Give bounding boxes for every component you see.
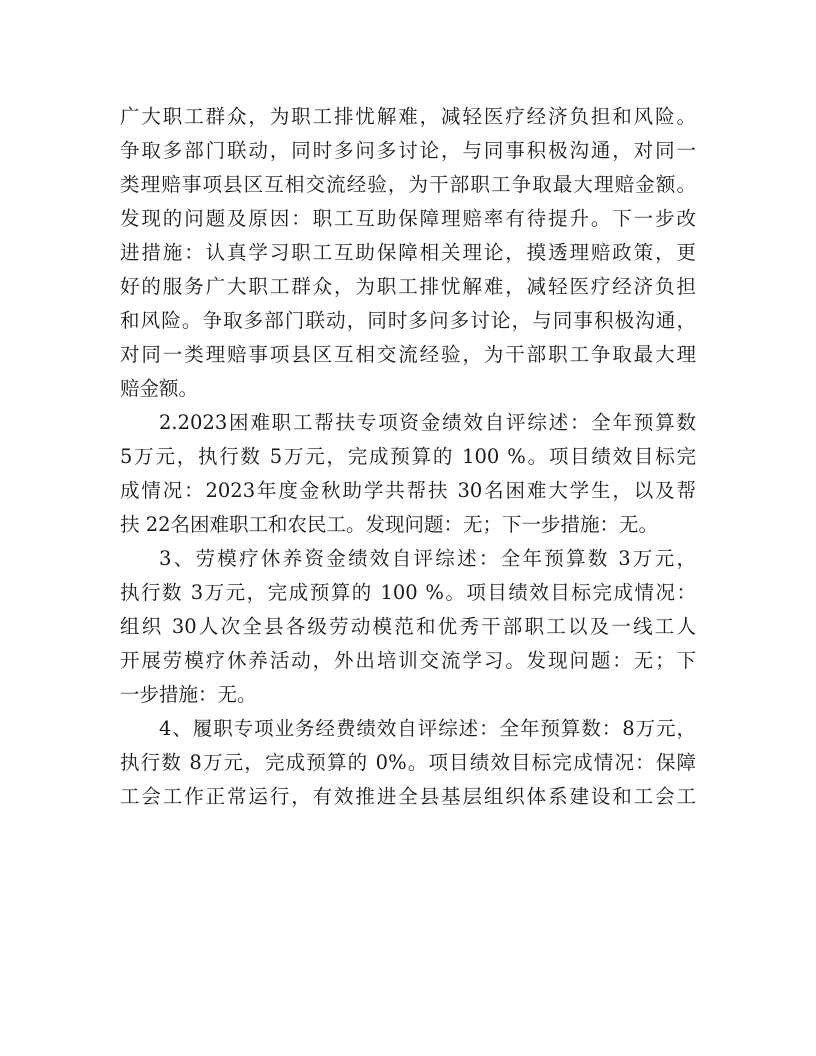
text-line: 类理赔事项县区互相交流经验，为干部职工争取最大理赔金额。 <box>120 173 696 196</box>
text-line: 组织 30人次全县各级劳动模范和优秀干部职工以及一线工人 <box>120 615 696 638</box>
paragraph-4 <box>120 712 696 814</box>
paragraph-2 <box>120 406 696 542</box>
text-line: 赔金额。 <box>120 377 199 400</box>
text-line: 进措施：认真学习职工互助保障相关理论，摸透理赔政策，更 <box>120 241 696 264</box>
document-body <box>120 100 696 814</box>
text-line: 成情况：2023年度金秋助学共帮扶 30名困难大学生，以及帮 <box>120 479 696 502</box>
text-line: 广大职工群众，为职工排忧解难，减轻医疗经济负担和风险。 <box>120 105 696 128</box>
text-line: 3、劳模疗休养资金绩效自评综述：全年预算数 3万元， <box>159 547 696 570</box>
text-line: 和风险。争取多部门联动，同时多问多讨论，与同事积极沟通， <box>120 309 696 332</box>
text-line: 开展劳模疗休养活动，外出培训交流学习。发现问题：无；下 <box>120 649 696 672</box>
text-line: 工会工作正常运行，有效推进全县基层组织体系建设和工会工 <box>120 785 696 808</box>
text-line: 4、履职专项业务经费绩效自评综述：全年预算数：8万元， <box>159 717 696 740</box>
text-line: 执行数 3万元，完成预算的 100 %。项目绩效目标完成情况： <box>120 581 696 604</box>
paragraph-3 <box>120 542 696 712</box>
text-line: 好的服务广大职工群众，为职工排忧解难，减轻医疗经济负担 <box>120 275 696 298</box>
text-line: 对同一类理赔事项县区互相交流经验，为干部职工争取最大理 <box>120 343 696 366</box>
text-line: 扶 22名困难职工和农民工。发现问题：无；下一步措施：无。 <box>120 513 659 536</box>
text-line: 一步措施：无。 <box>120 683 257 706</box>
text-line: 争取多部门联动，同时多问多讨论，与同事积极沟通，对同一 <box>120 139 696 162</box>
text-line: 发现的问题及原因：职工互助保障理赔率有待提升。下一步改 <box>120 207 696 230</box>
paragraph-1 <box>120 100 696 406</box>
text-line: 2.2023困难职工帮扶专项资金绩效自评综述：全年预算数 <box>159 411 696 434</box>
text-line: 5万元，执行数 5万元，完成预算的 100 %。项目绩效目标完 <box>120 445 696 468</box>
text-line: 执行数 8万元，完成预算的 0%。项目绩效目标完成情况：保障 <box>120 751 696 774</box>
